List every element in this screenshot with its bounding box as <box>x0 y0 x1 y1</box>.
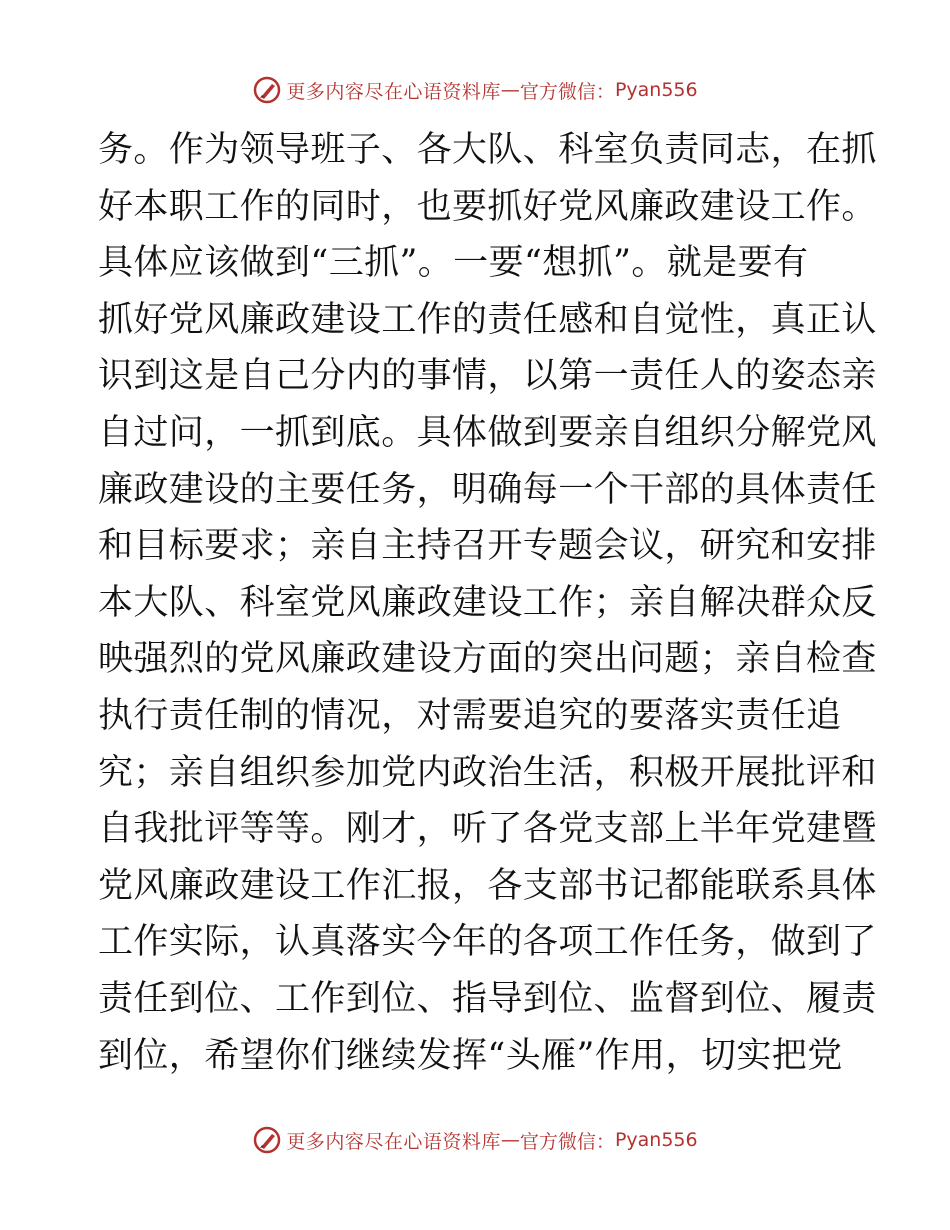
watermark-separator: — <box>500 79 520 101</box>
footer-watermark <box>0 1120 950 1160</box>
quill-pen-icon <box>252 1125 282 1155</box>
text-line: 好本职工作的同时，也要抓好党风廉政建设工作。 <box>98 186 877 227</box>
header-watermark <box>0 70 950 110</box>
text-line: 识到这是自己分内的事情，以第一责任人的姿态亲 <box>98 356 877 397</box>
text-line: 抓好党风廉政建设工作的责任感和自觉性，真正认 <box>98 299 877 340</box>
text-line: 务。作为领导班子、各大队、科室负责同志，在抓 <box>98 130 877 170</box>
watermark-wechat-label: 官方微信： <box>519 1130 615 1153</box>
quill-pen-icon <box>252 75 282 105</box>
text-line: 究；亲自组织参加党内政治生活，积极开展批评和 <box>98 752 877 793</box>
text-line: 自过问，一抓到底。具体做到要亲自组织分解党风 <box>98 412 877 453</box>
text-line: 具体应该做到“三抓”。一要“想抓”。就是要有 <box>98 243 809 284</box>
watermark-wechat-label: 官方微信： <box>519 80 615 103</box>
text-line: 自我批评等等。刚才，听了各党支部上半年党建暨 <box>98 809 877 850</box>
text-line: 责任到位、工作到位、指导到位、监督到位、履责 <box>98 978 877 1019</box>
watermark-site-text: 更多内容尽在心语资料库 <box>286 80 501 103</box>
watermark-wechat-id: Pyan556 <box>614 1129 698 1151</box>
watermark-wechat-id: Pyan556 <box>614 79 698 101</box>
text-line: 党风廉政建设工作汇报，各支部书记都能联系具体 <box>98 865 877 906</box>
watermark-separator: — <box>500 1129 520 1151</box>
text-line: 映强烈的党风廉政建设方面的突出问题；亲自检查 <box>98 639 877 680</box>
document-body <box>98 122 877 1084</box>
text-line: 执行责任制的情况，对需要追究的要落实责任追 <box>98 695 842 736</box>
text-line: 工作实际，认真落实今年的各项工作任务，做到了 <box>98 922 877 963</box>
text-line: 本大队、科室党风廉政建设工作；亲自解决群众反 <box>98 582 877 623</box>
text-line: 廉政建设的主要任务，明确每一个干部的具体责任 <box>98 469 877 510</box>
watermark-site-text: 更多内容尽在心语资料库 <box>286 1130 501 1153</box>
text-line: 到位，希望你们继续发挥“头雁”作用，切实把党 <box>98 1035 843 1076</box>
text-line: 和目标要求；亲自主持召开专题会议，研究和安排 <box>98 526 877 567</box>
